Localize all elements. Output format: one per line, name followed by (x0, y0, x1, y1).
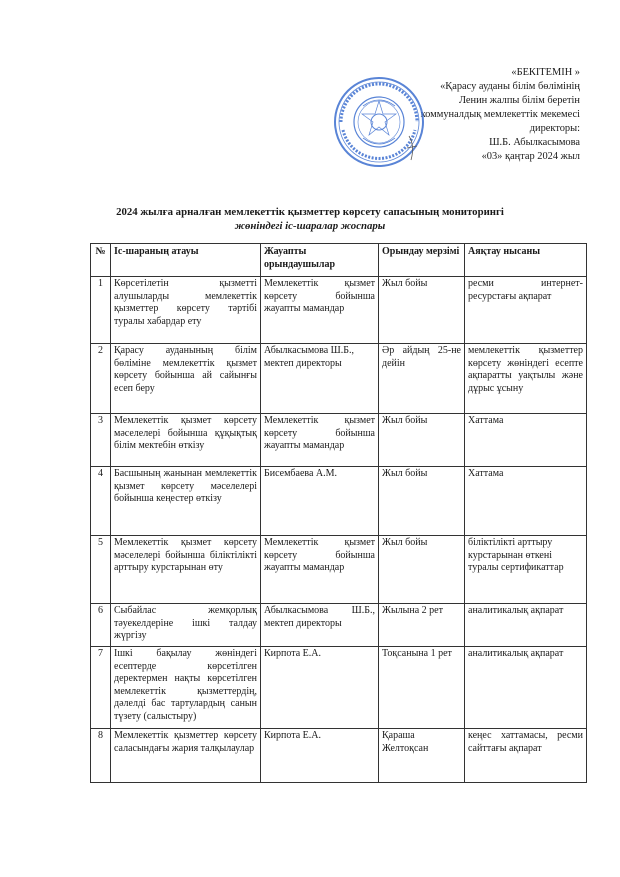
plan-table (90, 243, 587, 783)
cell-deadline: Әр айдың 25-не дейін (379, 344, 465, 414)
cell-number: 2 (91, 344, 111, 414)
cell-responsible: Мемлекеттік қызмет көрсету бойынша жауапты мамандар (261, 414, 379, 467)
cell-deadline: Қараша Желтоқсан (379, 729, 465, 783)
cell-completion: аналитикалық ақпарат (465, 647, 587, 729)
cell-completion: Хаттама (465, 467, 587, 536)
document-title (60, 205, 560, 233)
cell-responsible: Бисембаева А.М. (261, 467, 379, 536)
header-deadline: Орындау мерзімі (379, 244, 465, 277)
table-row (91, 536, 587, 604)
cell-number: 5 (91, 536, 111, 604)
cell-responsible: Мемлекеттік қызмет көрсету бойынша жауапты мамандар (261, 277, 379, 344)
cell-activity: Мемлекеттік қызмет көрсету мәселелері бойынша біліктілікті арттыру курстарынан өту (111, 536, 261, 604)
table-row (91, 467, 587, 536)
approval-line: Ленин жалпы білім беретін (458, 95, 580, 106)
title-line: жөніндегі іс-шаралар жоспары (234, 220, 386, 232)
cell-activity: Мемлекеттік қызмет көрсету мәселелері бойынша құқықтық білім мектебін өткізу (111, 414, 261, 467)
table-row (91, 277, 587, 344)
approval-block (421, 66, 580, 164)
cell-deadline: Жыл бойы (379, 277, 465, 344)
cell-completion: аналитикалық ақпарат (465, 604, 587, 647)
cell-completion: мемлекеттік қызметтер көрсету жөніндегі есепте ақпаратты уақтылы және дұрыс ұсыну (465, 344, 587, 414)
table-row (91, 729, 587, 783)
table-header-row (91, 244, 587, 277)
cell-number: 4 (91, 467, 111, 536)
cell-responsible: Абылкасымова Ш.Б., мектеп директоры (261, 604, 379, 647)
approval-line: «03» қаңтар 2024 жыл (481, 151, 580, 162)
cell-responsible: Абылкасымова Ш.Б., мектеп директоры (261, 344, 379, 414)
cell-number: 6 (91, 604, 111, 647)
table-row (91, 414, 587, 467)
table-row (91, 604, 587, 647)
cell-responsible: Мемлекеттік қызмет көрсету бойынша жауапты мамандар (261, 536, 379, 604)
cell-deadline: Жыл бойы (379, 414, 465, 467)
cell-activity: Қарасу ауданының білім бөліміне мемлекеттік қызмет көрсету бойынша ай сайынғы есеп беру (111, 344, 261, 414)
cell-activity: Басшының жанынан мемлекеттік қызмет көрсету мәселелері бойынша кеңестер өткізу (111, 467, 261, 536)
approval-line: директоры: (529, 123, 580, 134)
cell-deadline: Жылына 2 рет (379, 604, 465, 647)
cell-number: 7 (91, 647, 111, 729)
table-row (91, 344, 587, 414)
cell-deadline: Жыл бойы (379, 467, 465, 536)
cell-activity: Мемлекеттік қызметтер көрсету саласындағы жария талқылаулар (111, 729, 261, 783)
cell-deadline: Тоқсанына 1 рет (379, 647, 465, 729)
cell-completion: ресми интернет-ресурстағы ақпарат (465, 277, 587, 344)
header-completion: Аяқтау нысаны (465, 244, 587, 277)
approval-line: «БЕКІТЕМІН » (511, 67, 580, 78)
cell-activity: Сыбайлас жемқорлық тәуекелдеріне ішкі талдау жүргізу (111, 604, 261, 647)
cell-responsible: Кирпота Е.А. (261, 729, 379, 783)
cell-completion: біліктілікті арттыру курстарынан өткені туралы сертификаттар (465, 536, 587, 604)
cell-activity: Көрсетілетін қызметті алушыларды мемлекеттік қызметтер көрсету тәртібі туралы хабардар ету (111, 277, 261, 344)
cell-deadline: Жыл бойы (379, 536, 465, 604)
cell-activity: Ішкі бақылау жөніндегі есептерде көрсетілген деректермен нақты көрсетілген мемлекеттік қызметтердің, дәлелді бас тартулардың санын түзету (салыстыру) (111, 647, 261, 729)
cell-number: 1 (91, 277, 111, 344)
approval-line: коммуналдық мемлекеттік мекемесі (420, 109, 580, 120)
cell-responsible: Кирпота Е.А. (261, 647, 379, 729)
cell-number: 8 (91, 729, 111, 783)
approval-line: Ш.Б. Абылкасымова (489, 137, 580, 148)
title-line: 2024 жылға арналған мемлекеттік қызметтер көрсету сапасының мониторингі (116, 206, 504, 218)
cell-number: 3 (91, 414, 111, 467)
cell-completion: Хаттама (465, 414, 587, 467)
header-number: № (91, 244, 111, 277)
header-responsible: Жауапты орындаушылар (261, 244, 379, 277)
header-activity: Іс-шараның атауы (111, 244, 261, 277)
table-row (91, 647, 587, 729)
approval-line: «Қарасу ауданы білім бөлімінің (440, 81, 580, 92)
official-seal-icon (333, 76, 425, 168)
cell-completion: кеңес хаттамасы, ресми сайттағы ақпарат (465, 729, 587, 783)
